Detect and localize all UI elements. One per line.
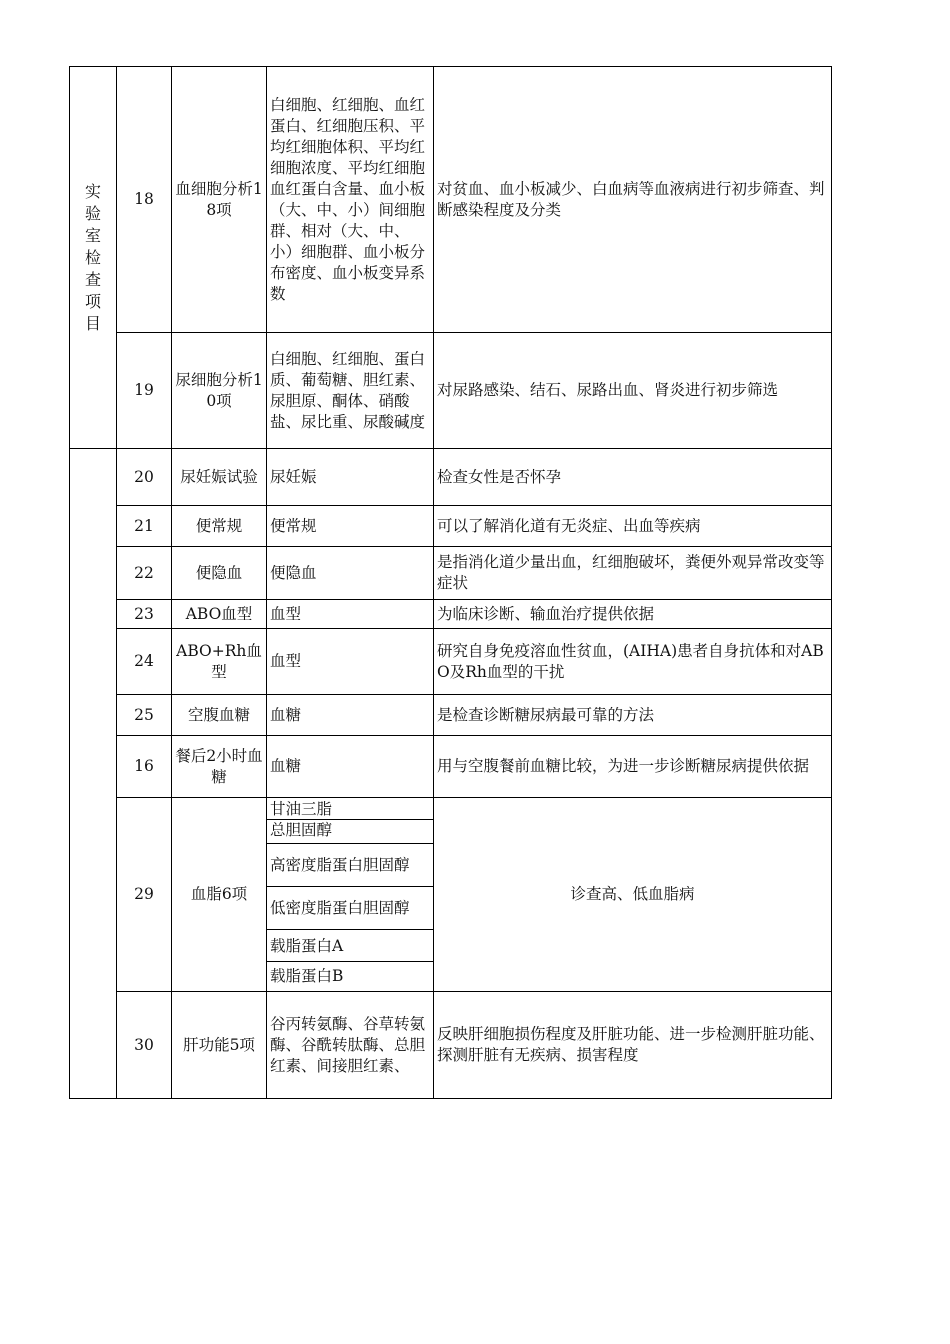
table-row [70,67,832,333]
item-content: 血型 [267,629,434,695]
row-number: 21 [117,506,172,547]
item-name: 肝功能5项 [172,992,267,1099]
item-content: 白细胞、红细胞、蛋白质、葡萄糖、胆红素、尿胆原、酮体、硝酸盐、尿比重、尿酸碱度 [267,333,434,449]
table-row [70,506,832,547]
lipid-item: 载脂蛋白A [267,930,433,962]
item-name: 便隐血 [172,547,267,600]
row-number: 25 [117,695,172,736]
item-purpose: 对尿路感染、结石、尿路出血、肾炎进行初步筛选 [434,333,832,449]
lipid-item: 低密度脂蛋白胆固醇 [267,887,433,930]
table-row [70,449,832,506]
lipid-item: 总胆固醇 [267,820,433,844]
row-number: 23 [117,600,172,629]
table-row [70,547,832,600]
table-row [70,736,832,798]
item-content: 尿妊娠 [267,449,434,506]
lipid-item: 甘油三脂 [267,799,433,820]
item-purpose: 可以了解消化道有无炎症、出血等疾病 [434,506,832,547]
row-number: 22 [117,547,172,600]
category-cell-empty [70,449,117,1099]
item-name: 尿细胞分析10项 [172,333,267,449]
row-number: 16 [117,736,172,798]
item-content: 血糖 [267,695,434,736]
item-content: 便隐血 [267,547,434,600]
table-row [70,695,832,736]
lab-exam-table [69,66,832,1099]
table-row [70,600,832,629]
row-number: 29 [117,798,172,992]
table-row [70,992,832,1099]
lipid-item: 高密度脂蛋白胆固醇 [267,844,433,887]
table-row [70,798,832,992]
item-name: 血脂6项 [172,798,267,992]
row-number: 19 [117,333,172,449]
item-purpose: 检查女性是否怀孕 [434,449,832,506]
item-purpose: 研究自身免疫溶血性贫血，(AIHA)患者自身抗体和对ABO及Rh血型的干扰 [434,629,832,695]
item-purpose: 反映肝细胞损伤程度及肝脏功能、进一步检测肝脏功能、探测肝脏有无疾病、损害程度 [434,992,832,1099]
item-name: ABO+Rh血型 [172,629,267,695]
item-purpose: 对贫血、血小板减少、白血病等血液病进行初步筛查、判断感染程度及分类 [434,67,832,333]
table-row [70,629,832,695]
item-content: 血糖 [267,736,434,798]
item-name: ABO血型 [172,600,267,629]
item-name: 空腹血糖 [172,695,267,736]
item-name: 餐后2小时血糖 [172,736,267,798]
item-name: 血细胞分析18项 [172,67,267,333]
item-purpose: 用与空腹餐前血糖比较，为进一步诊断糖尿病提供依据 [434,736,832,798]
table-row [70,333,832,449]
row-number: 24 [117,629,172,695]
item-content: 白细胞、红细胞、血红蛋白、红细胞压积、平均红细胞体积、平均红细胞浓度、平均红细胞血红蛋白含量、血小板（大、中、小）间细胞群、相对（大、中、小）细胞群、血小板分布密度、血小板变异系数 [267,67,434,333]
item-content: 血型 [267,600,434,629]
item-purpose: 为临床诊断、输血治疗提供依据 [434,600,832,629]
item-name: 便常规 [172,506,267,547]
item-purpose: 诊查高、低血脂病 [434,798,832,992]
lipid-item: 载脂蛋白B [270,966,344,985]
row-number: 20 [117,449,172,506]
lipid-items-cell [267,798,434,992]
category-cell [70,67,117,449]
row-number: 18 [117,67,172,333]
item-purpose: 是指消化道少量出血，红细胞破坏，粪便外观异常改变等症状 [434,547,832,600]
item-purpose: 是检查诊断糖尿病最可靠的方法 [434,695,832,736]
item-name: 尿妊娠试验 [172,449,267,506]
category-label: 实验室检查项目 [85,181,102,333]
item-content: 便常规 [267,506,434,547]
item-content: 谷丙转氨酶、谷草转氨酶、谷酰转肽酶、总胆红素、间接胆红素、 [267,992,434,1099]
row-number: 30 [117,992,172,1099]
